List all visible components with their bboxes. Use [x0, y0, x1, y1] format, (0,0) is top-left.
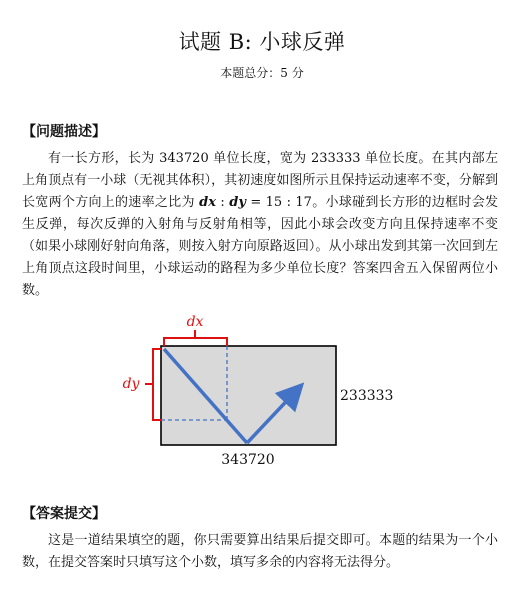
dx-label: dx [186, 314, 204, 330]
math-dx: dx [199, 195, 217, 210]
math-ratio: = 15 : 17 [245, 195, 312, 210]
height-label: 233333 [340, 388, 394, 404]
answer-submission-text: 这是一道结果填空的题，你只需要算出结果后提交即可。本题的结果为一个小数，在提交答案时只填写这个小数，填写多余的内容将无法得分。 [22, 533, 498, 570]
problem-score: 本题总分：5 分 [220, 66, 304, 80]
dy-label: dy [122, 376, 140, 392]
dx-bracket [164, 338, 227, 346]
math-dy: dy [229, 195, 246, 210]
problem-text-part1: 有一长方形，长为 343720 单位长度，宽为 233333 单位长度。在其内部左上角顶点有一小球（无视其体积），其初速度如图所示且保持运动速率不变，分解到长宽两个方向上的速率之比为 [22, 151, 498, 210]
width-label: 343720 [221, 452, 275, 468]
math-colon: : [216, 195, 230, 210]
bounce-diagram [110, 308, 410, 473]
problem-description-text [22, 148, 498, 302]
problem-text-part2: 。小球碰到长方形的边框时会发生反弹，每次反弹的入射角与反射角相等，因此小球会改变方向且保持速率不变（如果小球刚好射向角落，则按入射方向原路返回）。从小球出发到其第一次回到左上角顶点这段时间里，小球运动的路程为多少单位长度？答案四舍五入保留两位小数。 [22, 195, 498, 298]
rectangle-box [161, 346, 336, 445]
problem-description-heading: 【问题描述】 [22, 124, 106, 140]
problem-title: 试题 B: 小球反弹 [178, 30, 346, 54]
answer-submission-heading: 【答案提交】 [22, 506, 106, 522]
dy-bracket [153, 349, 161, 420]
